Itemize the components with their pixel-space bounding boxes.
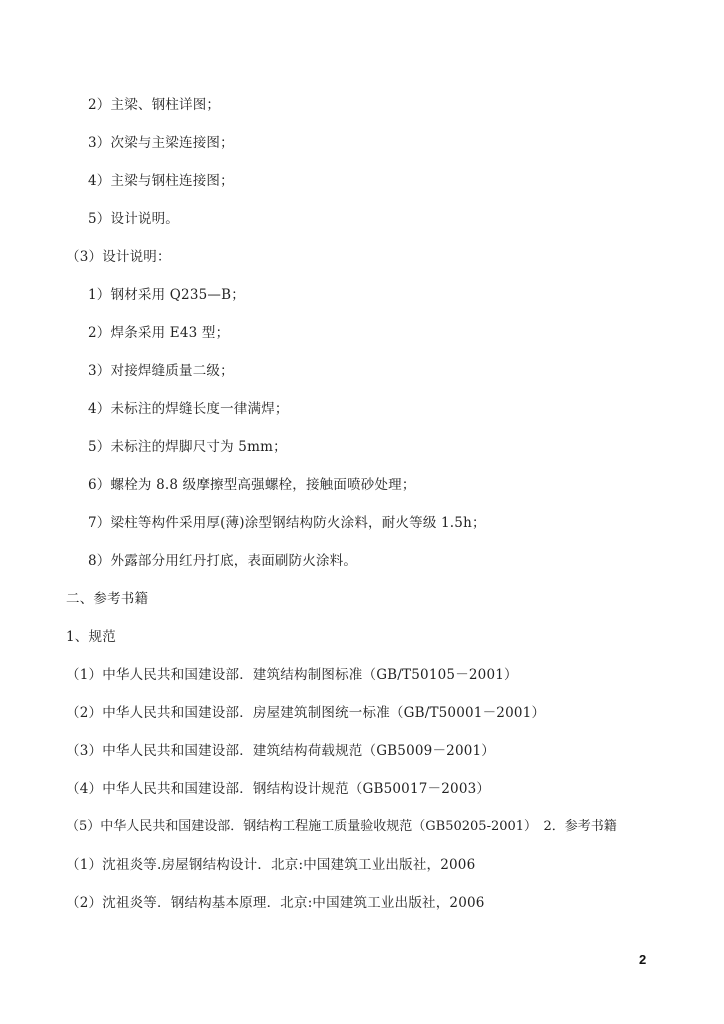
- design-note-1: 1）钢材采用 Q235—B；: [88, 287, 245, 303]
- design-note-2: 2）焊条采用 E43 型；: [88, 325, 230, 341]
- design-note-3: 3）对接焊缝质量二级；: [88, 363, 234, 379]
- drawing-list-item-5: 5）设计说明。: [88, 211, 179, 227]
- design-note-8: 8）外露部分用红丹打底，表面刷防火涂料。: [88, 553, 358, 569]
- design-note-7: 7）梁柱等构件采用厚(薄)涂型钢结构防火涂料，耐火等级 1.5h；: [88, 515, 486, 531]
- book-item-1: （1）沈祖炎等.房屋钢结构设计．北京:中国建筑工业出版社，2006: [66, 857, 476, 873]
- drawing-list-item-3: 3）次梁与主梁连接图；: [88, 135, 234, 151]
- design-note-4: 4）未标注的焊缝长度一律满焊；: [88, 401, 289, 417]
- reference-item-1: （1）中华人民共和国建设部．建筑结构制图标准（GB/T50105－2001）: [66, 667, 518, 683]
- design-notes-heading: （3）设计说明：: [66, 249, 171, 265]
- design-note-6: 6）螺栓为 8.8 级摩擦型高强螺栓，接触面喷砂处理；: [88, 477, 416, 493]
- book-item-2: （2）沈祖炎等．钢结构基本原理．北京:中国建筑工业出版社，2006: [66, 895, 485, 911]
- reference-item-5: （5）中华人民共和国建设部．钢结构工程施工质量验收规范（GB50205-2001） 2．参考书籍: [66, 819, 617, 834]
- reference-item-3: （3）中华人民共和国建设部．建筑结构荷载规范（GB5009－2001）: [66, 743, 496, 759]
- page-number: 2: [639, 952, 647, 967]
- drawing-list-item-2: 2）主梁、钢柱详图；: [88, 97, 221, 113]
- design-note-5: 5）未标注的焊脚尺寸为 5mm；: [88, 439, 287, 455]
- drawing-list-item-4: 4）主梁与钢柱连接图；: [88, 173, 234, 189]
- references-heading: 二、参考书籍: [66, 591, 149, 607]
- reference-item-2: （2）中华人民共和国建设部．房屋建筑制图统一标准（GB/T50001－2001）: [66, 705, 546, 721]
- standards-subheading: 1、规范: [66, 629, 116, 645]
- reference-item-4: （4）中华人民共和国建设部．钢结构设计规范（GB50017－2003）: [66, 781, 491, 797]
